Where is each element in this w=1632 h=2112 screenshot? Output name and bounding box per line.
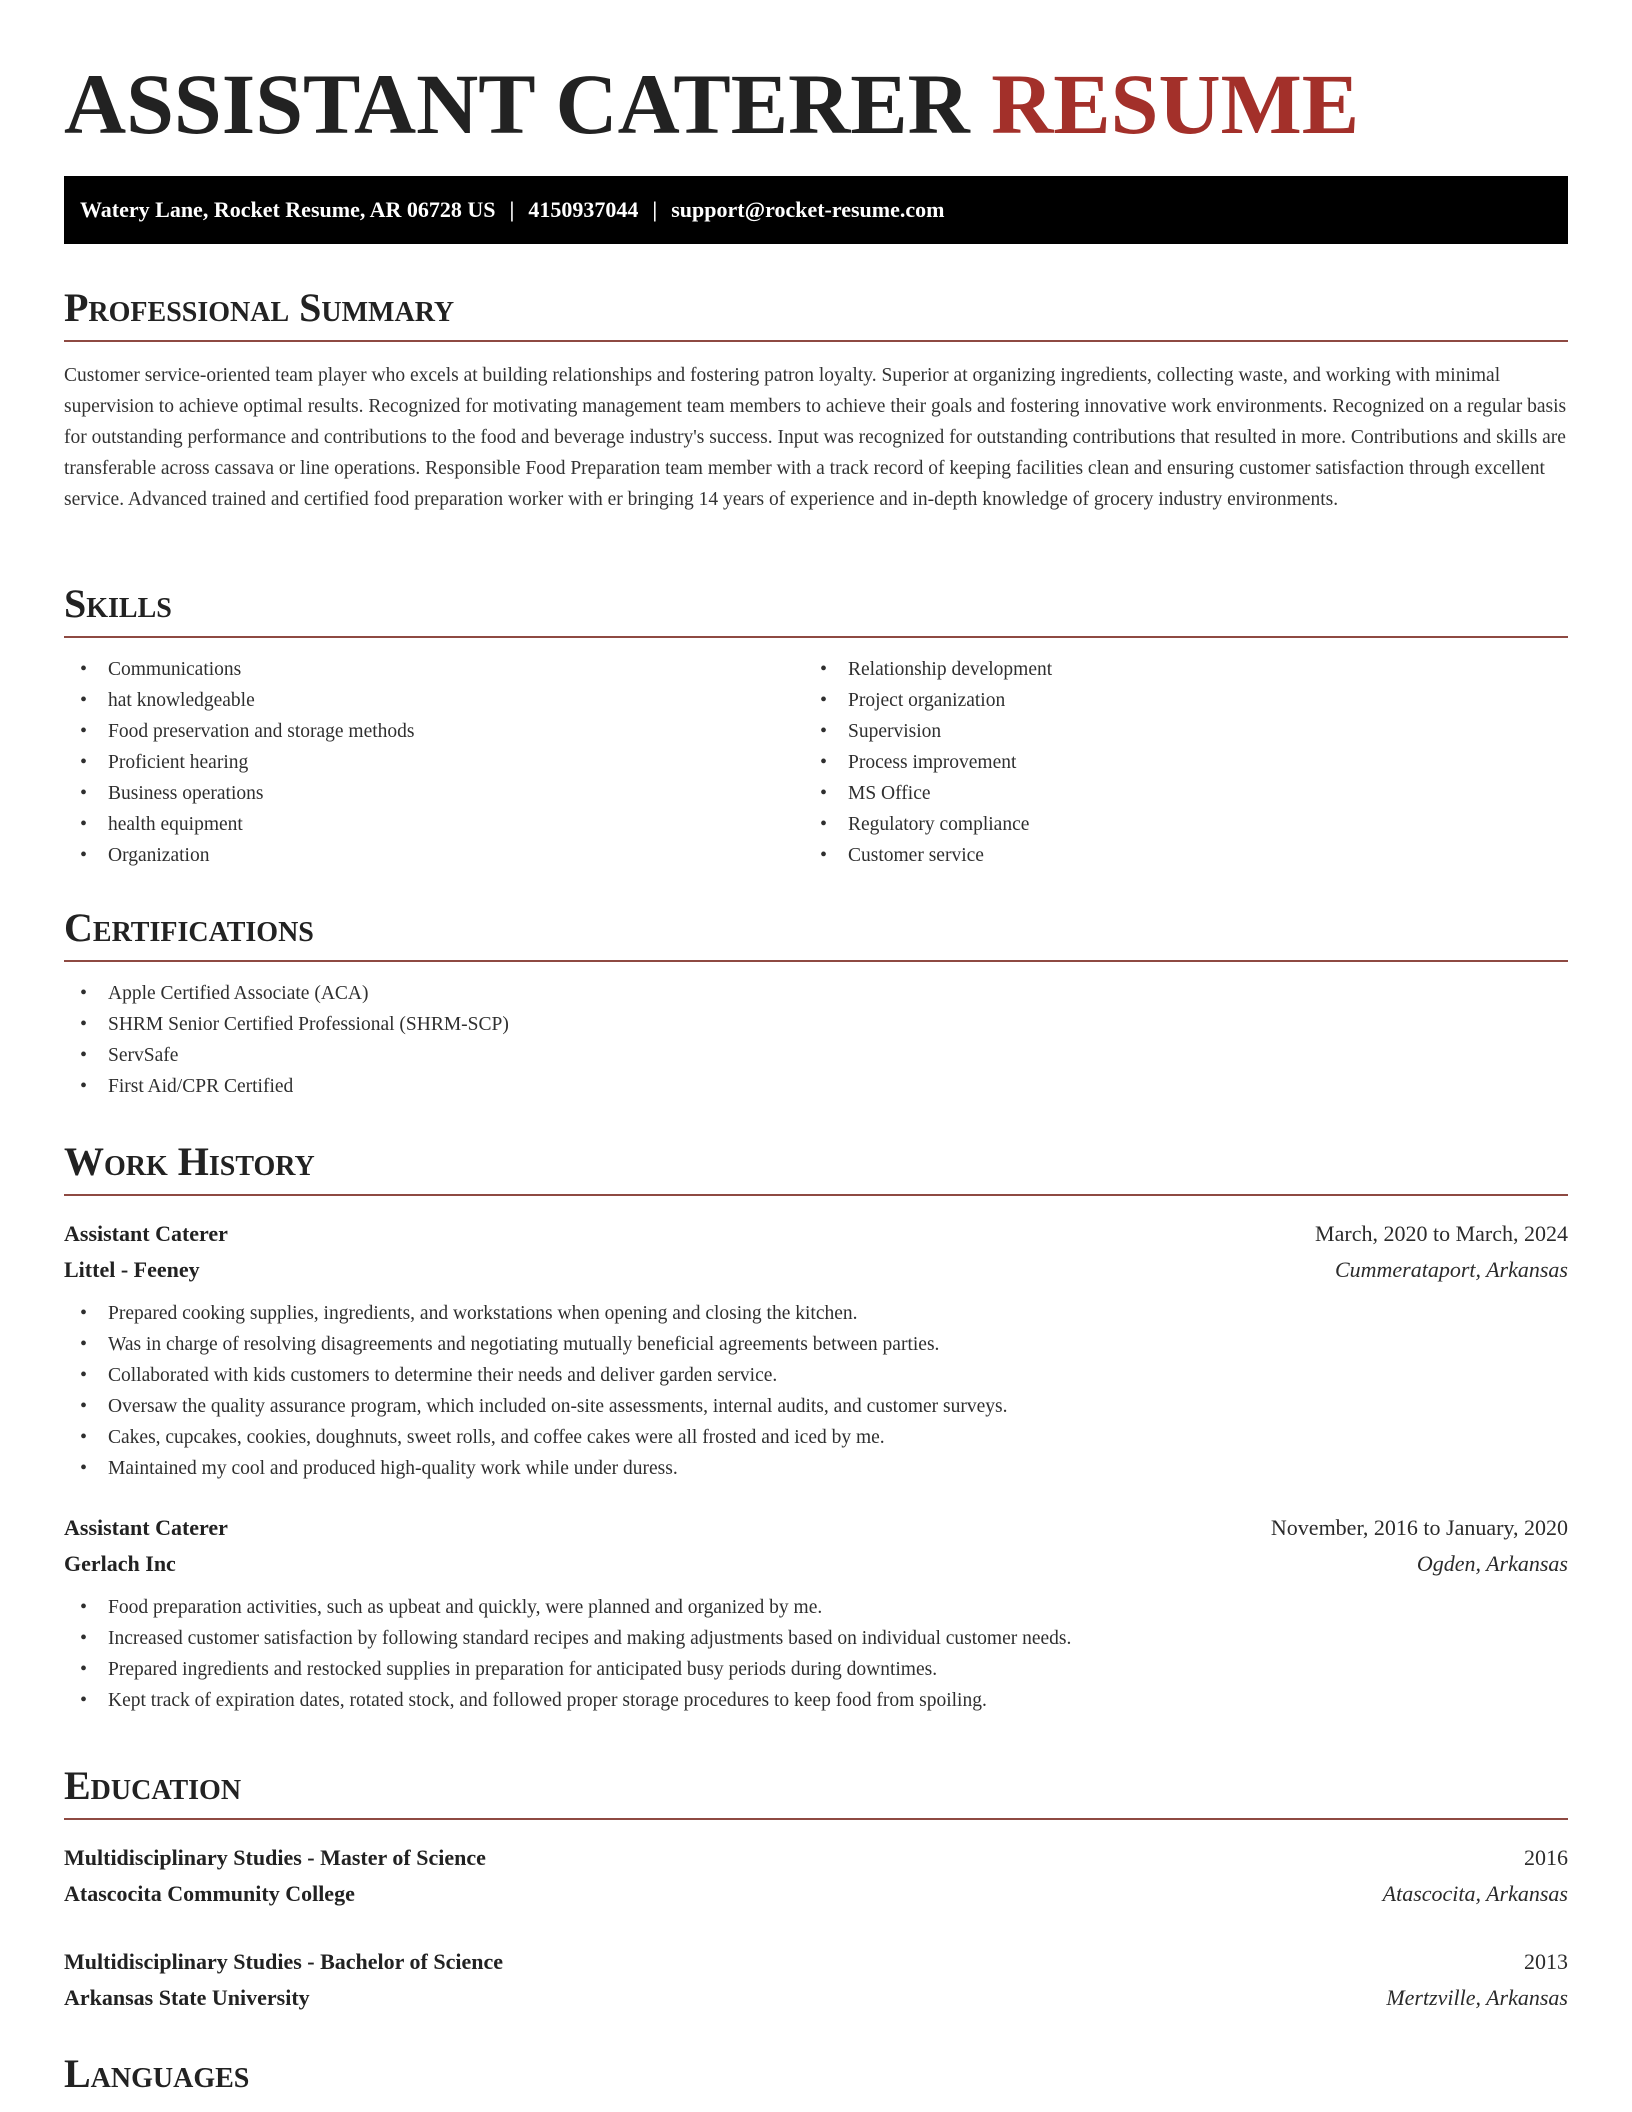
education-school: Arkansas State University [64,1985,310,2010]
education-school: Atascocita Community College [64,1881,355,1906]
list-item: • ServSafe [64,1040,1568,1071]
list-item: • Regulatory compliance [804,809,1544,840]
education-year: 2013 [1524,1949,1568,1974]
list-item: • First Aid/CPR Certified [64,1071,1568,1102]
languages-section [64,2050,1568,2106]
list-item: • Oversaw the quality assurance program, which included on-site assessments, internal audits, and customer surveys. [64,1391,1568,1422]
education-entry [64,1944,1568,2016]
job-company: Gerlach Inc [64,1551,176,1576]
skills-heading: Skills [64,580,1568,638]
skills-list-right [804,654,1544,871]
job-company: Littel - Feeney [64,1257,200,1282]
job-location: Ogden, Arkansas [1416,1551,1568,1576]
education-section [64,1762,1568,2016]
summary-heading: Professional Summary [64,284,1568,342]
job-dates: March, 2020 to March, 2024 [1315,1221,1568,1246]
list-item: • health equipment [64,809,804,840]
list-item: • Prepared ingredients and restocked supplies in preparation for anticipated busy periods during downtimes. [64,1654,1568,1685]
summary-section [64,284,1568,515]
list-item: • MS Office [804,778,1544,809]
contact-address: Watery Lane, Rocket Resume, AR 06728 US [80,197,496,222]
job-company-row [64,1546,1568,1582]
list-item: • Business operations [64,778,804,809]
page-title [64,0,1568,176]
education-school-row [64,1876,1568,1912]
job-title-row [64,1216,1568,1252]
job-bullets [64,1298,1568,1484]
list-item: • Was in charge of resolving disagreements and negotiating mutually beneficial agreements between parties. [64,1329,1568,1360]
list-item: • Proficient hearing [64,747,804,778]
job-entry [64,1510,1568,1716]
job-title-row [64,1510,1568,1546]
education-heading: Education [64,1762,1568,1820]
list-item: • Supervision [804,716,1544,747]
education-location: Mertzville, Arkansas [1386,1985,1568,2010]
job-company-row [64,1252,1568,1288]
job-location: Cummerataport, Arkansas [1334,1257,1568,1282]
certifications-list [64,978,1568,1102]
education-degree-row [64,1840,1568,1876]
skills-list-left [64,654,804,871]
list-item: • Collaborated with kids customers to determine their needs and deliver garden service. [64,1360,1568,1391]
education-year: 2016 [1524,1845,1568,1870]
list-item: • Food preparation activities, such as upbeat and quickly, were planned and organized by me. [64,1592,1568,1623]
list-item: • SHRM Senior Certified Professional (SHRM-SCP) [64,1009,1568,1040]
work-history-section [64,1138,1568,1716]
contact-bar [64,176,1568,244]
list-item: • Process improvement [804,747,1544,778]
list-item: • Apple Certified Associate (ACA) [64,978,1568,1009]
education-location: Atascocita, Arkansas [1382,1881,1568,1906]
list-item: • Maintained my cool and produced high-quality work while under duress. [64,1453,1568,1484]
list-item: • Communications [64,654,804,685]
skills-section [64,580,1568,871]
list-item: • Kept track of expiration dates, rotated stock, and followed proper storage procedures to keep food from spoiling. [64,1685,1568,1716]
contact-separator: | [509,197,515,222]
title-main: ASSISTANT CATERER [64,56,992,152]
contact-separator: | [652,197,658,222]
list-item: • Food preservation and storage methods [64,716,804,747]
contact-email[interactable]: support@rocket-resume.com [671,197,945,222]
title-accent: RESUME [991,56,1360,152]
languages-heading: Languages [64,2051,250,2096]
education-school-row [64,1980,1568,2016]
job-dates: November, 2016 to January, 2020 [1270,1515,1568,1540]
list-item: • Customer service [804,840,1544,871]
list-item: • Organization [64,840,804,871]
job-bullets [64,1592,1568,1716]
list-item: • Relationship development [804,654,1544,685]
list-item: • hat knowledgeable [64,685,804,716]
education-degree-row [64,1944,1568,1980]
certifications-section [64,904,1568,1102]
skills-columns [64,654,1568,871]
summary-text: Customer service-oriented team player who excels at building relationships and fostering patron loyalty. Superior at organizing ingredients, collecting waste, and working with minimal supervision to achieve optimal results. Recognized for motivating management team members to achieve their goals and fostering innovative work environments. Recognized on a regular basis for outstanding performance and contributions to the food and beverage industry's success. Input was recognized for outstanding contributions that resulted in more. Contributions and skills are transferable across cassava or line operations. Responsible Food Preparation team member with a track record of keeping facilities clean and ensuring customer satisfaction through excellent service. Advanced trained and certified food preparation worker with er bringing 14 years of experience and in-depth knowledge of grocery industry environments. [64,365,1567,510]
education-degree: Multidisciplinary Studies - Master of Science [64,1845,486,1870]
list-item: • Project organization [804,685,1544,716]
education-entry [64,1840,1568,1912]
list-item: • Increased customer satisfaction by following standard recipes and making adjustments based on individual customer needs. [64,1623,1568,1654]
contact-phone: 4150937044 [528,197,639,222]
job-title: Assistant Caterer [64,1515,228,1540]
list-item: • Cakes, cupcakes, cookies, doughnuts, sweet rolls, and coffee cakes were all frosted and iced by me. [64,1422,1568,1453]
job-entry [64,1216,1568,1484]
certifications-heading: Certifications [64,904,1568,962]
list-item: • Prepared cooking supplies, ingredients, and workstations when opening and closing the kitchen. [64,1298,1568,1329]
job-title: Assistant Caterer [64,1221,228,1246]
education-degree: Multidisciplinary Studies - Bachelor of Science [64,1949,503,1974]
resume-content [64,0,1568,2096]
work-history-heading: Work History [64,1138,1568,1196]
